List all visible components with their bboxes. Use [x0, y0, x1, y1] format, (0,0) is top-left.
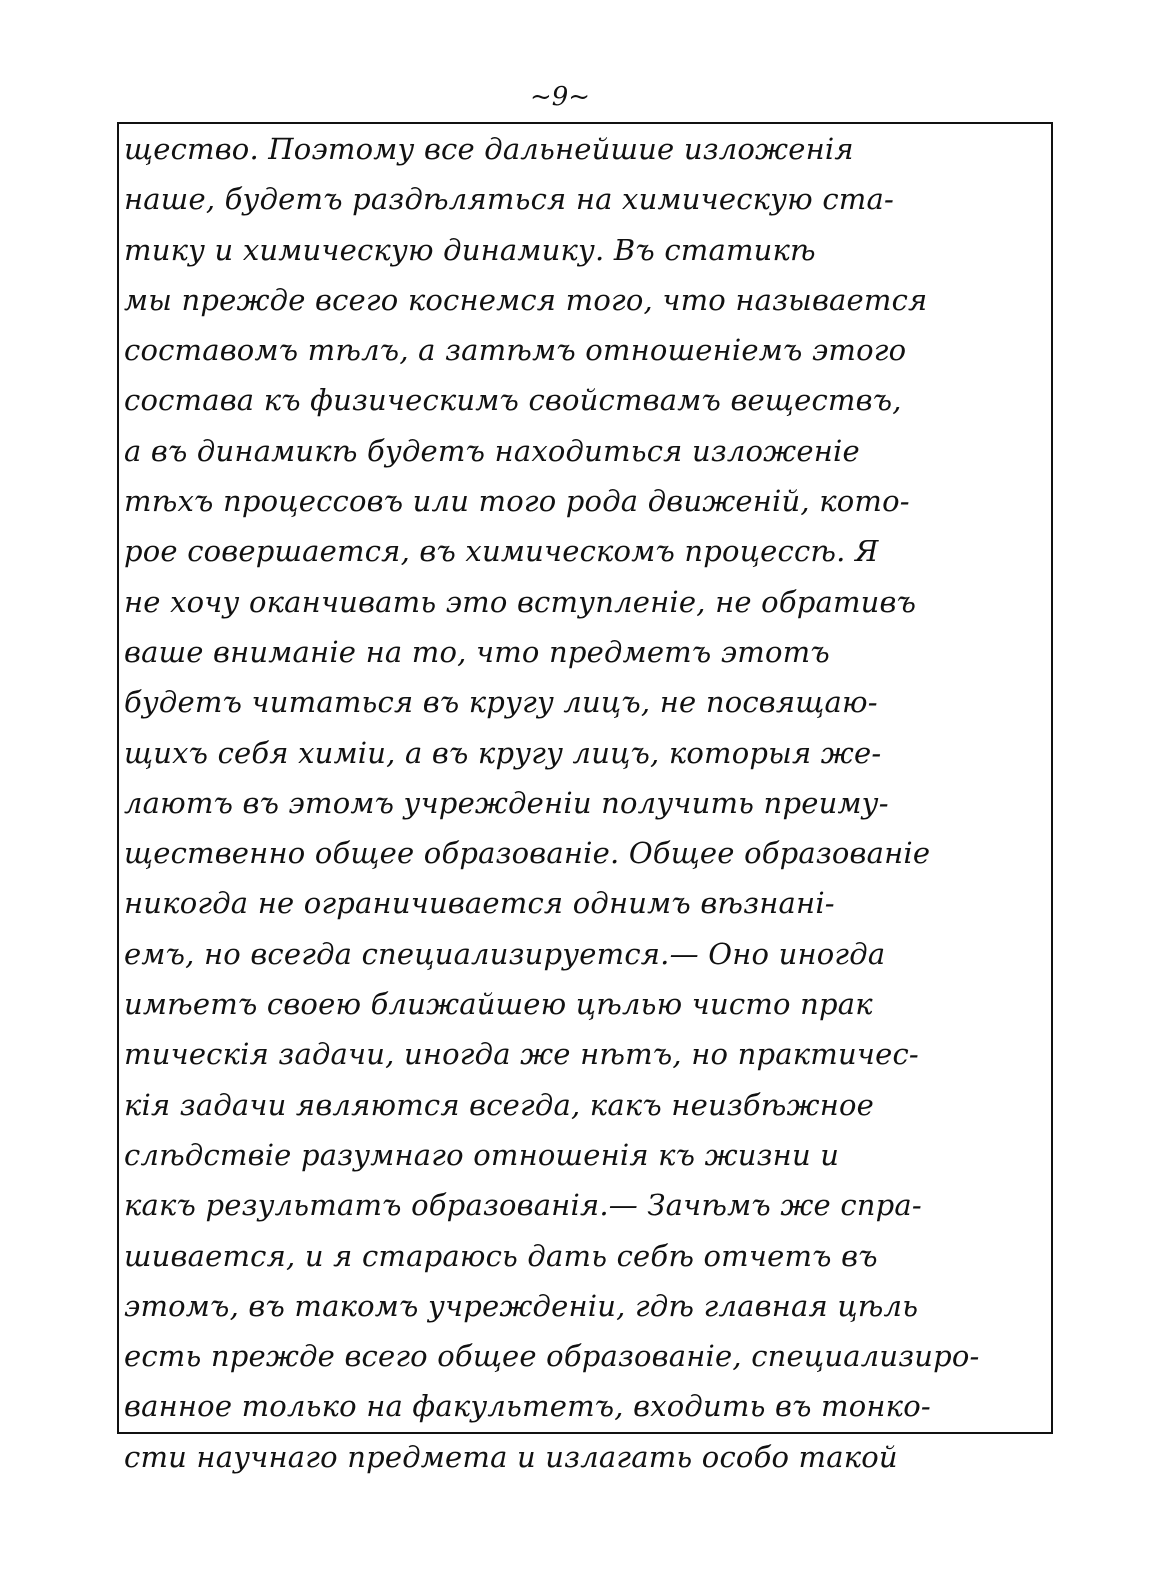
text-line: лаютъ въ этомъ учрежденіи получить преиму- [124, 785, 889, 820]
text-line: состава къ физическимъ свойствамъ веществъ, [124, 383, 902, 418]
text-line: составомъ тѣлъ, а затѣмъ отношеніемъ этого [124, 333, 907, 368]
text-line: сти научнаго предмета и излагать особо такой [124, 1439, 898, 1474]
text-line: щественно общее образованіе. Общее образованіе [124, 836, 931, 871]
text-line: рое совершается, въ химическомъ процессѣ. Я [124, 534, 879, 569]
text-line: шивается, и я стараюсь дать себѣ отчетъ въ [124, 1238, 878, 1273]
text-line: мы прежде всего коснемся того, что называется [124, 282, 928, 317]
text-line: какъ результатъ образованія.— Зачѣмъ же спра- [124, 1188, 922, 1223]
text-line: будетъ читаться въ кругу лицъ, не посвящаю- [124, 685, 878, 720]
handwritten-text [124, 124, 1048, 1482]
text-line: емъ, но всегда специализируется.— Оно иногда [124, 936, 886, 971]
text-line: этомъ, въ такомъ учрежденіи, гдѣ главная цѣль [124, 1288, 919, 1323]
text-line: щество. Поэтому все дальнейшие изложенія [124, 132, 854, 166]
text-line: а въ динамикѣ будетъ находиться изложеніе [124, 433, 860, 468]
text-line: имѣетъ своею ближайшею цѣлью чисто прак [124, 987, 873, 1022]
text-line: тическія задачи, иногда же нѣтъ, но практичес- [124, 1037, 919, 1072]
text-line: наше, будетъ раздѣляться на химическую ста- [124, 182, 894, 217]
page-number: ~9~ [529, 82, 591, 112]
text-line: ваше вниманіе на то, что предметъ этотъ [124, 634, 830, 669]
text-line: тѣхъ процессовъ или того рода движеній, кото- [124, 484, 910, 519]
text-line: тику и химическую динамику. Въ статикѣ [124, 232, 816, 267]
text-line: кія задачи являются всегда, какъ неизбѣжное [124, 1087, 875, 1122]
text-line: щихъ себя химіи, а въ кругу лицъ, которыя же- [124, 735, 882, 770]
text-line: есть прежде всего общее образованіе, специализиро- [124, 1339, 980, 1374]
text-line: никогда не ограничивается однимъ вѣзнані- [124, 886, 835, 921]
text-line: ванное только на факультетъ, входить въ тонко- [124, 1389, 931, 1424]
text-line: слѣдствіе разумнаго отношенія къ жизни и [124, 1137, 840, 1172]
text-line: не хочу оканчивать это вступленіе, не обративъ [124, 584, 917, 619]
